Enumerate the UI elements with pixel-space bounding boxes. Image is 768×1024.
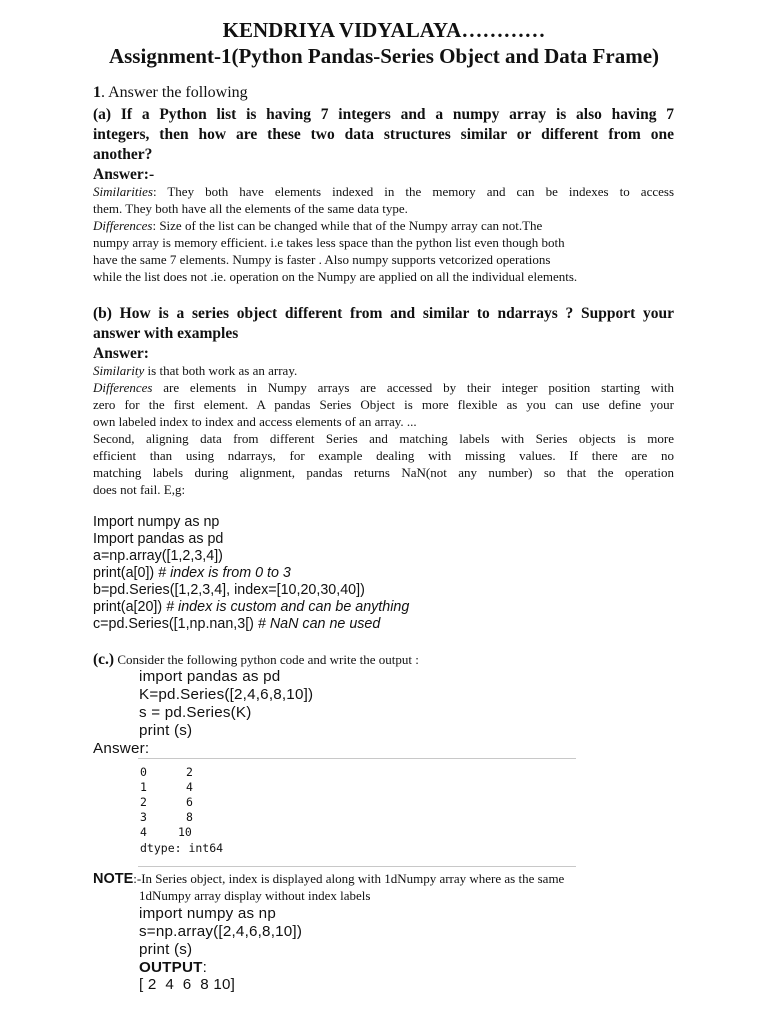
paragraph-line: own labeled index to index and access elements of an array. ... [93,414,417,429]
section-heading [93,84,248,102]
code-text: print(a[20]) [93,599,167,615]
similarities-text [93,184,674,200]
similarities-line: them. They both have all the elements of the same data type. [93,201,408,216]
differences-text [93,380,674,396]
question-c-text: Consider the following python code and write the output : [114,652,419,667]
paragraph-line: matching labels during alignment, pandas returns NaN(not any number) so that the operation [93,465,674,480]
code-line: Import pandas as pd [93,531,224,547]
code-comment: # NaN can ne used [257,616,381,632]
code-comment: # index is from 0 to 3 [158,565,291,581]
note-line [93,871,564,887]
code-line: import pandas as pd [139,668,281,685]
code-line: a=np.array([1,2,3,4]) [93,548,223,564]
similarity-text [93,363,297,379]
code-text: c=pd.Series([1,np.nan,3[) [93,616,258,632]
section-number: 1 [93,84,101,101]
section-heading-text: . Answer the following [101,84,248,101]
differences-text [93,218,542,234]
similarities-label: Similarities [93,184,153,199]
question-a-line: another? [93,146,153,163]
code-line: print (s) [139,941,193,958]
output-index: 3 [140,810,147,824]
similarity-line: is that both work as an array. [144,363,298,378]
code-line: s = pd.Series(K) [139,704,252,721]
code-line [93,565,291,581]
output-colon: : [202,959,208,976]
code-comment: # index is custom and can be anything [166,599,410,615]
output-label [139,959,207,976]
school-title: KENDRIYA VIDYALAYA………… [222,18,546,42]
output-value: 2 [186,765,193,779]
note-text: :-In Series object, index is displayed along with 1dNumpy array where as the same [133,871,565,886]
output-index: 4 [140,825,147,839]
differences-line: are elements in Numpy arrays are accessed by their integer position starting with [152,380,674,395]
output-index: 1 [140,780,147,794]
note-label: NOTE [93,871,134,887]
differences-label: Differences [93,218,153,233]
differences-line: : Size of the list can be changed while that of the Numpy array can not.The [152,218,543,233]
code-line [93,616,380,632]
code-line: b=pd.Series([1,2,3,4], index=[10,20,30,40]) [93,582,365,598]
output-value: 8 [186,810,193,824]
answer-label: Answer: [93,345,149,362]
output-label-text: OUTPUT [139,959,203,976]
answer-label: Answer: [93,740,150,757]
differences-line: while the list does not .ie. operation on the Numpy are applied on all the individual elements. [93,269,578,284]
code-line: print (s) [139,722,193,739]
output-top-rule [138,758,576,759]
question-a-line: (a) If a Python list is having 7 integers and a numpy array is also having 7 [93,106,674,123]
answer-label: Answer:- [93,166,155,183]
differences-line: have the same 7 elements. Numpy is faster . Also numpy supports vetcorized operations [93,252,551,267]
question-a-line: integers, then how are these two data structures similar or different from one [93,126,674,143]
similarity-label: Similarity [93,363,145,378]
code-line: import numpy as np [139,905,276,922]
similarities-line: : They both have elements indexed in the memory and can be indexes to access [152,184,674,199]
paragraph-line: Second, aligning data from different Series and matching labels with Series objects is more [93,431,674,446]
paragraph-line: does not fail. E,g: [93,482,186,497]
output-bottom-rule [138,866,576,867]
note-line: 1dNumpy array display without index labels [139,888,371,903]
code-line [93,599,409,615]
output-dtype: dtype: int64 [140,841,224,855]
output-result: [ 2 4 6 8 10] [139,976,236,993]
output-index: 0 [140,765,147,779]
question-c-label: (c.) [93,651,115,668]
code-line: Import numpy as np [93,514,220,530]
question-c [93,651,419,669]
code-line: s=np.array([2,4,6,8,10]) [139,923,303,940]
output-value: 10 [178,825,192,839]
differences-line: numpy array is memory efficient. i.e takes less space than the python list even though both [93,235,565,250]
output-index: 2 [140,795,147,809]
differences-label: Differences [93,380,153,395]
assignment-title: Assignment-1(Python Pandas-Series Object and Data Frame) [108,44,660,68]
code-text: print(a[0]) [93,565,159,581]
paragraph-line: efficient than using ndarrays, for example dealing with missing values. If there are no [93,448,674,463]
code-line: K=pd.Series([2,4,6,8,10]) [139,686,314,703]
output-value: 4 [186,780,193,794]
paragraph-line: zero for the first element. A pandas Series Object is more flexible as you can use define your [93,397,674,412]
question-b-line: (b) How is a series object different from and similar to ndarrays ? Support your [93,305,674,322]
output-value: 6 [186,795,193,809]
question-b-line: answer with examples [93,325,239,342]
